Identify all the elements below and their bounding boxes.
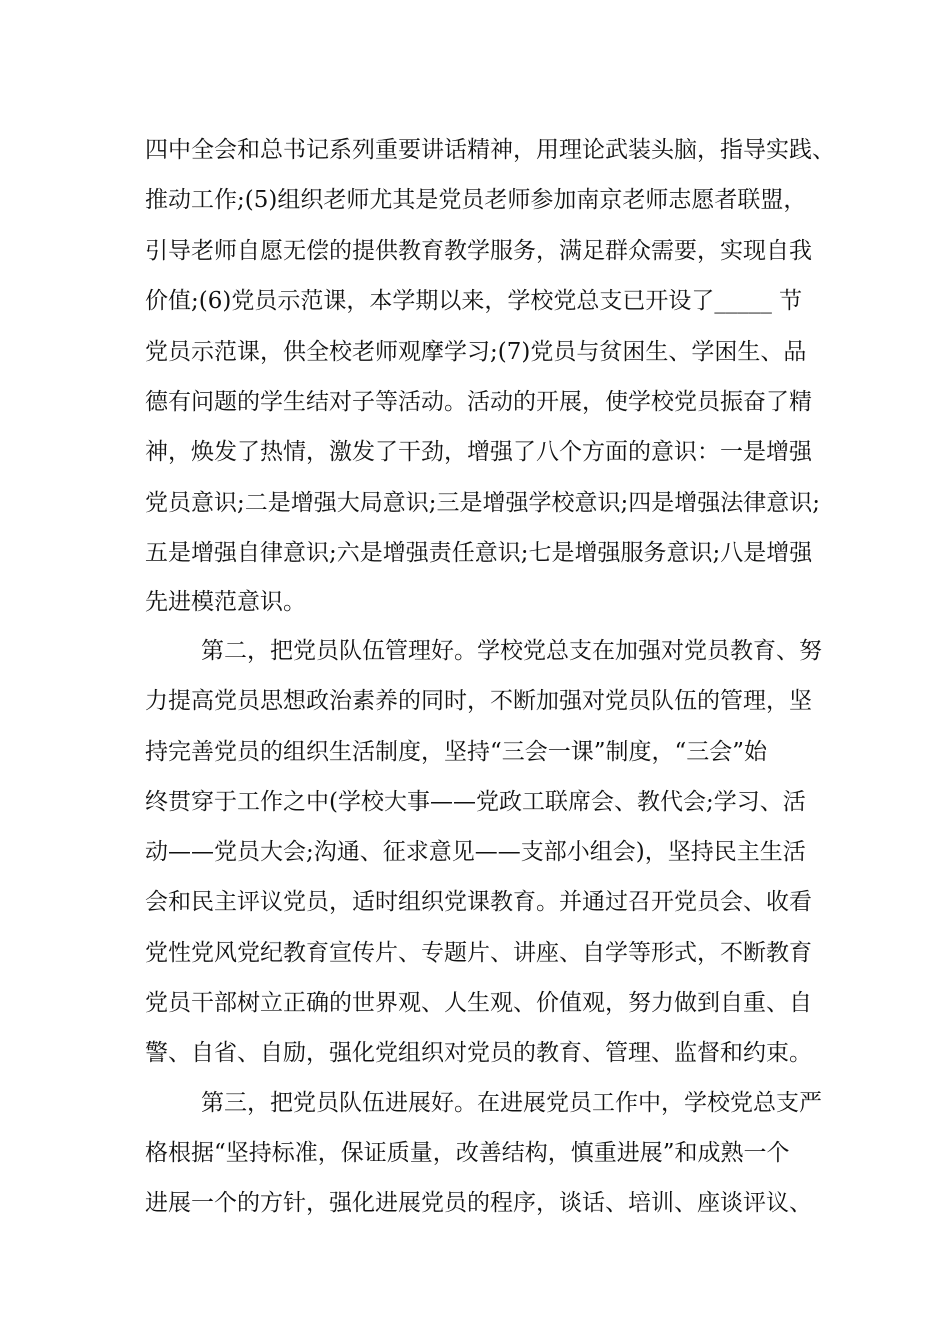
paragraph-start-line: 第三，把党员队伍进展好。在进展党员工作中，学校党总支严	[201, 1090, 822, 1116]
text-line: 警、自省、自励，强化党组织对党员的教育、管理、监督和约束。	[145, 1040, 812, 1066]
text-line: 五是增强自律意识;六是增强责任意识;七是增强服务意识;八是增强	[145, 540, 813, 566]
text-line: 推动工作;(5)组织老师尤其是党员老师参加南京老师志愿者联盟，	[145, 187, 807, 213]
text-line: 党员干部树立正确的世界观、人生观、价值观，努力做到自重、自	[145, 990, 812, 1016]
text-line: 价值;(6)党员示范课，本学期以来，学校党总支已开设了_____ 节	[145, 288, 803, 314]
paragraph-start-line: 第二，把党员队伍管理好。学校党总支在加强对党员教育、努	[201, 638, 822, 664]
text-line: 四中全会和总书记系列重要讲话精神，用理论武装头脑，指导实践、	[145, 137, 835, 163]
text-line: 党性党风党纪教育宣传片、专题片、讲座、自学等形式，不断教育	[145, 940, 812, 966]
text-line: 会和民主评议党员，适时组织党课教育。并通过召开党员会、收看	[145, 889, 812, 915]
text-line: 格根据“坚持标准，保证质量，改善结构，慎重进展”和成熟一个	[145, 1140, 790, 1166]
text-line: 党员示范课，供全校老师观摩学习;(7)党员与贫困生、学困生、品	[145, 339, 807, 365]
text-line: 力提高党员思想政治素养的同时，不断加强对党员队伍的管理，坚	[145, 688, 812, 714]
text-line: 终贯穿于工作之中(学校大事——党政工联席会、教代会;学习、活	[145, 789, 806, 815]
text-line: 先进模范意识。	[145, 589, 306, 615]
text-line: 引导老师自愿无偿的提供教育教学服务，满足群众需要，实现自我	[145, 238, 812, 264]
text-line: 进展一个的方针，强化进展党员的程序，谈话、培训、座谈评议、	[145, 1190, 812, 1216]
text-line: 神，焕发了热情，激发了干劲，增强了八个方面的意识：一是增强	[145, 439, 812, 465]
text-line: 持完善党员的组织生活制度，坚持“三会一课”制度，“三会”始	[145, 739, 768, 765]
text-line: 动——党员大会;沟通、征求意见——支部小组会)，坚持民主生活	[145, 839, 806, 865]
text-line: 党员意识;二是增强大局意识;三是增强学校意识;四是增强法律意识;	[145, 490, 820, 516]
text-line: 德有问题的学生结对子等活动。活动的开展，使学校党员振奋了精	[145, 389, 812, 415]
